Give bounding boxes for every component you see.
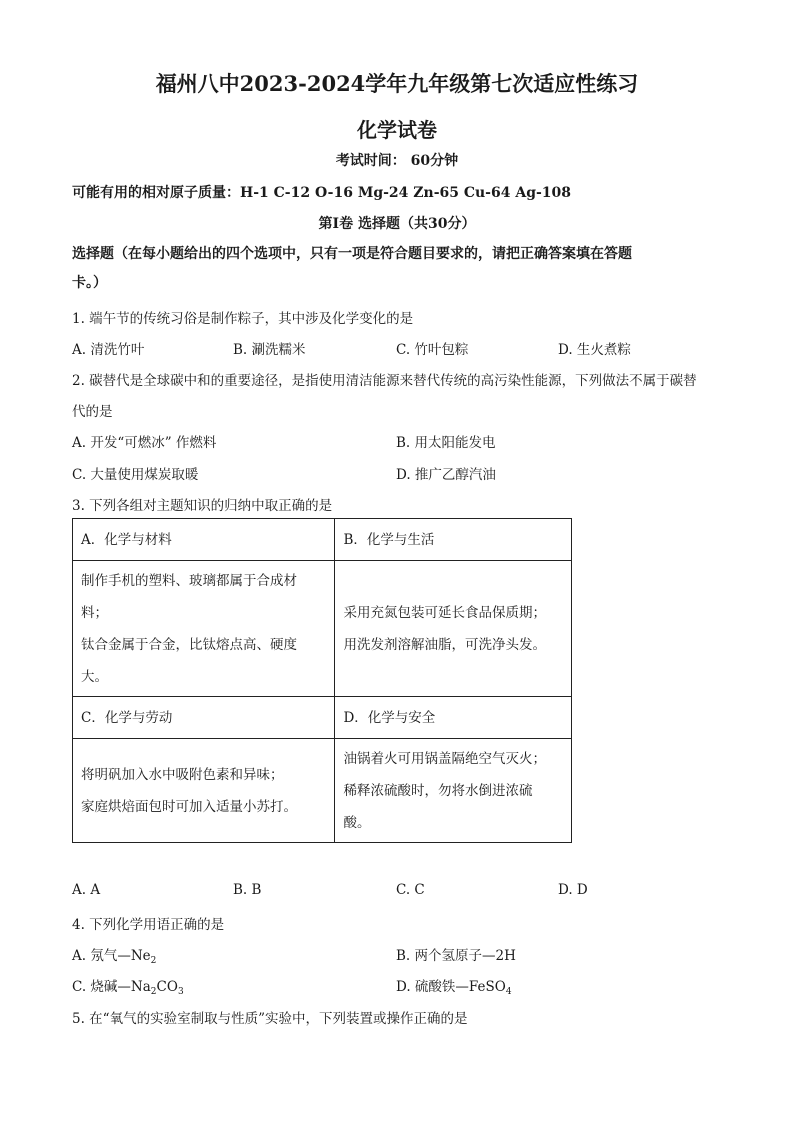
subscript: 2 <box>150 987 157 997</box>
instructions-line-1: 选择题（在每小题给出的四个选项中，只有一项是符合题目要求的，请把正确答案填在答题 <box>72 246 632 262</box>
question-2-option-b: B. 用太阳能发电 <box>396 435 496 451</box>
cell-d-line: 酸。 <box>343 814 371 831</box>
question-2-stem-line-1: 2. 碳替代是全球碳中和的重要途径，是指使用清洁能源来替代传统的高污染性能源，下列做法不属于碳替 <box>72 373 697 389</box>
question-3-stem: 3. 下列各组对主题知识的归纳中取正确的是 <box>72 498 333 514</box>
question-2-option-d: D. 推广乙醇汽油 <box>396 467 496 483</box>
question-1-option-d: D. 生火煮粽 <box>558 342 631 358</box>
cell-c-line: 家庭烘焙面包时可加入适量小苏打。 <box>81 798 297 815</box>
question-1-option-b: B. 涮洗糯米 <box>233 342 306 358</box>
cell-c-body <box>73 739 335 843</box>
question-4-option-a <box>72 944 156 964</box>
atomic-masses: 可能有用的相对原子质量：H-1 C-12 O-16 Mg-24 Zn-65 Cu-64 Ag-108 <box>72 185 572 201</box>
cell-d-body <box>335 739 572 843</box>
cell-a-line: 制作手机的塑料、玻璃都属于合成材 <box>81 572 297 589</box>
cell-b-line: 用洗发剂溶解油脂，可洗净头发。 <box>343 636 546 653</box>
cell-d-line: 稀释浓硫酸时，勿将水倒进浓硫 <box>343 782 533 799</box>
option-text: CO <box>156 979 178 995</box>
cell-c-header: C．化学与劳动 <box>73 697 335 739</box>
cell-d-header: D．化学与安全 <box>335 697 572 739</box>
question-2-option-c: C. 大量使用煤炭取暖 <box>72 467 199 483</box>
section-title: 第Ⅰ卷 选择题（共30分） <box>318 216 476 232</box>
question-4-option-b: B. 两个氢原子—2H <box>396 948 516 964</box>
cell-a-line: 料； <box>81 604 108 621</box>
question-3-option-d: D. D <box>558 882 588 898</box>
question-5-stem: 5. 在“氧气的实验室制取与性质”实验中，下列装置或操作正确的是 <box>72 1011 468 1027</box>
question-2-stem-line-2: 代的是 <box>72 404 113 420</box>
cell-d-line: 油锅着火可用锅盖隔绝空气灭火； <box>343 750 546 767</box>
question-4-stem: 4. 下列化学用语正确的是 <box>72 917 225 933</box>
cell-b-header: B．化学与生活 <box>335 519 572 561</box>
question-3-option-a: A. A <box>72 882 101 898</box>
question-4-option-d <box>396 975 512 995</box>
knowledge-table <box>72 518 572 843</box>
exam-title: 福州八中2023-2024学年九年级第七次适应性练习 <box>155 71 639 96</box>
instructions-line-2: 卡。） <box>72 275 107 291</box>
cell-a-header: A．化学与材料 <box>73 519 335 561</box>
question-3-option-b: B. B <box>233 882 262 898</box>
cell-a-line: 大。 <box>81 668 108 685</box>
question-1-option-c: C. 竹叶包粽 <box>396 342 469 358</box>
exam-time: 考试时间： 60分钟 <box>335 153 459 169</box>
subscript: 3 <box>177 987 184 997</box>
cell-b-body <box>335 561 572 697</box>
option-text: C. 烧碱—Na <box>72 979 151 995</box>
subscript: 2 <box>150 956 157 966</box>
question-1-stem: 1. 端午节的传统习俗是制作粽子，其中涉及化学变化的是 <box>72 311 414 327</box>
cell-b-line: 采用充氮包装可延长食品保质期； <box>343 604 546 621</box>
option-text: A. 氖气—Ne <box>72 948 151 964</box>
question-2-option-a: A. 开发“可燃冰” 作燃料 <box>72 435 217 451</box>
question-1-option-a: A. 清洗竹叶 <box>72 342 145 358</box>
subscript: 4 <box>505 987 512 997</box>
option-text: D. 硫酸铁—FeSO <box>396 979 506 995</box>
question-4-option-c <box>72 975 184 995</box>
cell-a-body <box>73 561 335 697</box>
cell-c-line: 将明矾加入水中吸附色素和异味； <box>81 766 284 783</box>
question-3-option-c: C. C <box>396 882 425 898</box>
exam-subtitle: 化学试卷 <box>357 118 437 142</box>
cell-a-line: 钛合金属于合金，比钛熔点高、硬度 <box>81 636 297 653</box>
